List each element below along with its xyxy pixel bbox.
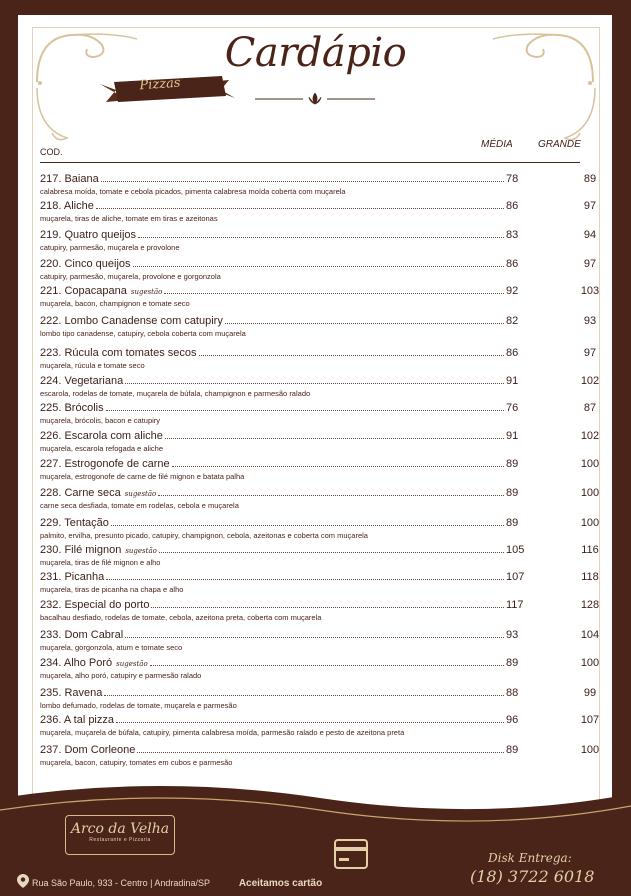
- menu-item-description: muçarela, tiras de picanha na chapa e alho: [40, 585, 184, 594]
- dotted-leader: [159, 544, 504, 553]
- menu-item-description: muçarela, tiras de filé mignon e alho: [40, 558, 161, 567]
- menu-item-line: [40, 657, 600, 670]
- menu-item-name: 230. Filé mignon: [40, 544, 122, 556]
- menu-item-line: [40, 458, 600, 471]
- price-media: 88: [506, 687, 519, 699]
- price-grande: 99: [583, 687, 597, 699]
- menu-item-description: muçarela, bacon, catupiry, tomates em cubos e parmesão: [40, 758, 233, 767]
- logo-name: Arco da Velha: [70, 821, 170, 837]
- dotted-leader: [137, 744, 504, 753]
- header-rule: [40, 162, 580, 163]
- menu-item-name: 217. Baiana: [40, 173, 99, 185]
- menu-item-description: escarola, rodelas de tomate, muçarela de búfala, champignon e parmesão ralado: [40, 389, 311, 398]
- menu-item-line: [40, 315, 600, 328]
- dotted-leader: [199, 347, 504, 356]
- dotted-leader: [101, 173, 504, 182]
- menu-item-line: [40, 258, 600, 271]
- menu-item-line: [40, 599, 600, 612]
- dotted-leader: [111, 517, 504, 526]
- menu-item-name: 221. Copacapana: [40, 285, 127, 297]
- price-grande: 104: [580, 629, 600, 641]
- menu-item: [40, 173, 600, 196]
- menu-item: [40, 402, 600, 425]
- menu-item-name: 223. Rúcula com tomates secos: [40, 347, 197, 359]
- column-media: MÉDIA: [481, 139, 513, 150]
- dotted-leader: [106, 571, 504, 580]
- menu-item-description: muçarela, rúcula e tomate seco: [40, 361, 145, 370]
- menu-item-line: [40, 347, 600, 360]
- menu-item-line: [40, 544, 600, 557]
- dotted-leader: [96, 200, 504, 209]
- dotted-leader: [172, 458, 504, 467]
- menu-item-description: calabresa moída, tomate e cebola picados, pimenta calabresa moída coberta com muçarela: [40, 187, 346, 196]
- menu-item-name: 231. Picanha: [40, 571, 105, 583]
- menu-item: [40, 487, 600, 510]
- menu-item: [40, 229, 600, 252]
- menu-item-line: [40, 200, 600, 213]
- menu-item-line: [40, 402, 600, 415]
- menu-item-line: [40, 744, 600, 757]
- menu-item-description: catupiry, parmesão, muçarela e provolone: [40, 243, 180, 252]
- price-media: 78: [506, 173, 519, 185]
- menu-item-description: carne seca desfiada, tomate em rodelas, cebola e muçarela: [40, 501, 239, 510]
- price-media: 86: [506, 258, 519, 270]
- dotted-leader: [125, 375, 504, 384]
- dotted-leader: [133, 258, 504, 267]
- menu-item: [40, 285, 600, 308]
- price-grande: 94: [583, 229, 597, 241]
- menu-item-line: [40, 714, 600, 727]
- dotted-leader: [104, 687, 504, 696]
- price-grande: 89: [583, 173, 597, 185]
- menu-item-line: [40, 629, 600, 642]
- menu-item: [40, 517, 600, 540]
- credit-card-icon: [333, 838, 369, 870]
- menu-item: [40, 200, 600, 223]
- menu-item-description: muçarela, muçarela de búfala, catupiry, pimenta calabresa moída, parmesão ralado e pesto de azeitona preta: [40, 728, 405, 737]
- menu-item-line: [40, 571, 600, 584]
- menu-item-description: bacalhau desfiado, rodelas de tomate, cebola, azeitona preta, coberta com muçarela: [40, 613, 322, 622]
- menu-item-name: 227. Estrogonofe de carne: [40, 458, 170, 470]
- dotted-leader: [150, 657, 504, 666]
- menu-item-description: muçarela, alho poró, catupiry e parmesão ralado: [40, 671, 202, 680]
- price-media: 89: [506, 487, 519, 499]
- price-grande: 100: [580, 487, 600, 499]
- price-media: 92: [506, 285, 519, 297]
- price-grande: 118: [581, 571, 599, 583]
- menu-item-name: 235. Ravena: [40, 687, 103, 699]
- menu-item-name: 232. Especial do porto: [40, 599, 150, 611]
- column-cod: COD.: [40, 147, 63, 157]
- menu-item-line: [40, 229, 600, 242]
- restaurant-logo: [65, 815, 175, 855]
- menu-item-name: 236. A tal pizza: [40, 714, 114, 726]
- price-media: 86: [506, 347, 519, 359]
- menu-item-description: muçarela, bacon, champignon e tomate seco: [40, 299, 190, 308]
- menu-item-name: 222. Lombo Canadense com catupiry: [40, 315, 223, 327]
- price-media: 89: [506, 517, 519, 529]
- dotted-leader: [116, 714, 504, 723]
- column-grande: GRANDE: [538, 139, 581, 150]
- price-grande: 87: [583, 402, 597, 414]
- menu-item-description: palmito, ervilha, presunto picado, catupiry, champignon, cebola, azeitonas e coberta com muçarela: [40, 531, 368, 540]
- menu-item-description: muçarela, brócolis, bacon e catupiry: [40, 416, 161, 425]
- menu-item: [40, 258, 600, 281]
- menu-item-name: 237. Dom Corleone: [40, 744, 136, 756]
- ornament-side-left-icon: [32, 88, 72, 148]
- menu-item-line: [40, 430, 600, 443]
- menu-item-name: 219. Quatro queijos: [40, 229, 137, 241]
- price-grande: 97: [583, 258, 597, 270]
- menu-item-name: 220. Cinco queijos: [40, 258, 131, 270]
- delivery-label: Disk Entrega:: [488, 851, 572, 865]
- menu-item-line: [40, 375, 600, 388]
- price-grande: 100: [580, 657, 600, 669]
- page-title: Cardápio: [224, 30, 407, 76]
- menu-item-description: muçarela, estrogonofe de carne de filé mignon e batata palha: [40, 472, 245, 481]
- menu-item: [40, 714, 600, 737]
- dotted-leader: [151, 599, 504, 608]
- dotted-leader: [225, 315, 504, 324]
- price-media: 105: [506, 544, 525, 556]
- menu-item: [40, 458, 600, 481]
- title-divider-icon: [255, 93, 375, 105]
- menu-item: [40, 744, 600, 767]
- delivery-phone: (18) 3722 6018: [470, 867, 595, 886]
- price-media: 89: [506, 458, 519, 470]
- address-text: Rua São Paulo, 933 - Centro | Andradina/SP: [32, 878, 210, 888]
- dotted-leader: [138, 229, 504, 238]
- price-media: 93: [506, 629, 519, 641]
- price-grande: 97: [583, 200, 597, 212]
- menu-item-line: [40, 517, 600, 530]
- menu-item-description: muçarela, gorgonzola, atum e tomate seco: [40, 643, 183, 652]
- menu-item: [40, 347, 600, 370]
- price-grande: 97: [583, 347, 597, 359]
- menu-item-name: 229. Tentação: [40, 517, 109, 529]
- price-grande: 107: [580, 714, 600, 726]
- price-grande: 102: [580, 430, 600, 442]
- price-media: 76: [506, 402, 519, 414]
- price-grande: 102: [580, 375, 600, 387]
- suggestion-tag: sugestão: [116, 660, 148, 668]
- menu-item-name: 225. Brócolis: [40, 402, 104, 414]
- price-grande: 93: [583, 315, 597, 327]
- menu-item-name: 228. Carne seca: [40, 487, 121, 499]
- price-grande: 116: [581, 544, 599, 556]
- dotted-leader: [125, 629, 504, 638]
- logo-subtitle: Restaurante e Pizzaria: [89, 837, 151, 843]
- menu-item-line: [40, 285, 600, 298]
- menu-item-line: [40, 173, 600, 186]
- menu-item-name: 218. Aliche: [40, 200, 94, 212]
- menu-item: [40, 571, 600, 594]
- section-label: Pizzas: [139, 75, 181, 94]
- suggestion-tag: sugestão: [130, 288, 163, 296]
- menu-item: [40, 657, 600, 680]
- price-media: 107: [506, 571, 525, 583]
- menu-item-description: muçarela, escarola refogada e aliche: [40, 444, 163, 453]
- suggestion-tag: sugestão: [124, 490, 157, 498]
- dotted-leader: [106, 402, 504, 411]
- suggestion-tag: sugestão: [125, 547, 157, 555]
- price-media: 86: [506, 200, 519, 212]
- card-accepted-text: Aceitamos cartão: [238, 878, 323, 889]
- price-media: 91: [506, 375, 519, 387]
- price-grande: 100: [580, 517, 600, 529]
- menu-item: [40, 629, 600, 652]
- menu-item-name: 224. Vegetariana: [40, 375, 124, 387]
- price-grande: 100: [580, 744, 600, 756]
- menu-item: [40, 375, 600, 398]
- menu-item: [40, 430, 600, 453]
- price-grande: 100: [580, 458, 600, 470]
- menu-item-line: [40, 687, 600, 700]
- dotted-leader: [158, 487, 504, 496]
- menu-item-name: 233. Dom Cabral: [40, 629, 124, 641]
- price-media: 82: [506, 315, 519, 327]
- menu-item-description: muçarela, tiras de aliche, tomate em tiras e azeitonas: [40, 214, 218, 223]
- menu-item-description: lombo tipo canadense, catupiry, cebola coberta com muçarela: [40, 329, 246, 338]
- menu-item-description: lombo defumado, rodelas de tomate, muçarela e parmesão: [40, 701, 237, 710]
- price-media: 89: [506, 744, 519, 756]
- menu-item: [40, 687, 600, 710]
- price-grande: 128: [580, 599, 600, 611]
- price-media: 117: [506, 599, 524, 611]
- menu-item: [40, 544, 600, 567]
- dotted-leader: [165, 430, 504, 439]
- menu-item: [40, 315, 600, 338]
- dotted-leader: [164, 285, 504, 294]
- price-media: 89: [506, 657, 519, 669]
- price-media: 83: [506, 229, 519, 241]
- menu-item-line: [40, 487, 600, 500]
- menu-item-description: catupiry, parmesão, muçarela, provolone e gorgonzola: [40, 272, 221, 281]
- price-media: 91: [506, 430, 519, 442]
- menu-item-name: 226. Escarola com aliche: [40, 430, 163, 442]
- menu-item-name: 234. Alho Poró: [40, 657, 113, 669]
- menu-item: [40, 599, 600, 622]
- price-media: 96: [506, 714, 519, 726]
- price-grande: 103: [580, 285, 600, 297]
